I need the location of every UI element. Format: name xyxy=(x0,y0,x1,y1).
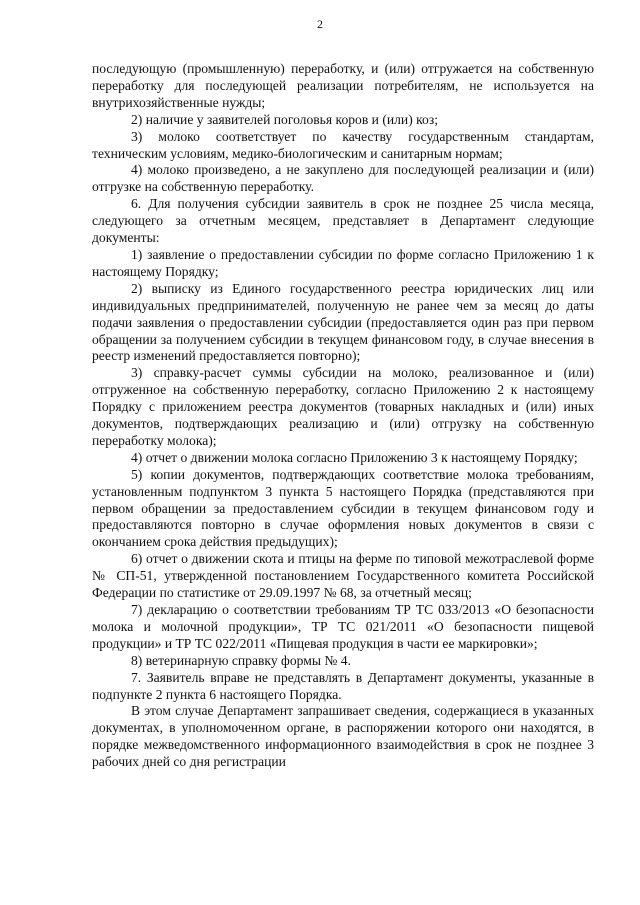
paragraph-item-6-2: 2) выписку из Единого государственного реестра юридических лиц или индивидуальных предпринимателей, полученную не ранее чем за месяц до даты подачи заявления о предоставлении субсидии (предоставляется один раз при первом обращении за получением субсидии в текущем финансовом году, в случае внесения в реестр изменений предоставляется повторно); xyxy=(92,280,594,364)
paragraph-item-5-4: 4) молоко произведено, а не закуплено для последующей реализации и (или) отгрузке на собственную переработку. xyxy=(92,162,594,195)
paragraph-section-7: 7. Заявитель вправе не представлять в Департамент документы, указанные в подпункте 2 пункта 6 настоящего Порядка. xyxy=(92,669,594,702)
paragraph-item-6-3: 3) справку-расчет суммы субсидии на молоко, реализованное и (или) отгруженное на собственную переработку, согласно Приложению 2 к настоящему Порядку с приложением реестра документов (товарных накладных и (или) иных документов, подтверждающих реализацию и (или) отгрузку на собственную переработку молока); xyxy=(92,365,594,448)
paragraph-item-5-3: 3) молоко соответствует по качеству государственным стандартам, техническим условиям, медико-биологическим и санитарным нормам; xyxy=(92,128,594,161)
paragraph-item-6-4: 4) отчет о движении молока согласно Приложению 3 к настоящему Порядку; xyxy=(131,449,578,465)
paragraph-section-6: 6. Для получения субсидии заявитель в срок не позднее 25 числа месяца, следующего за отчетным месяцем, представляет в Департамент следующие документы: xyxy=(92,196,594,246)
paragraph-continuation: последующую (промышленную) переработку, и (или) отгружается на собственную переработку для последующей реализации потребителям, не используется на внутрихозяйственные нужды; xyxy=(92,61,594,110)
document-body xyxy=(92,61,594,771)
paragraph-item-6-7: 7) декларацию о соответствии требованиям ТР ТС 033/2013 «О безопасности молока и молочной продукции», ТР ТС 021/2011 «О безопасности пищевой продукции» и ТР ТС 022/2011 «Пищевая продукция в части ее маркировки»; xyxy=(92,602,594,651)
paragraph-section-7-detail: В этом случае Департамент запрашивает сведения, содержащиеся в указанных документах, в уполномоченном органе, в распоряжении которого они находятся, в порядке межведомственного информационного взаимодействия в срок не позднее 3 рабочих дней со дня регистрации xyxy=(92,703,594,770)
paragraph-item-6-8: 8) ветеринарную справку формы № 4. xyxy=(131,652,351,668)
paragraph-item-6-6: 6) отчет о движении скота и птицы на ферме по типовой межотраслевой форме № СП-51, утвержденной постановлением Государственного комитета Российской Федерации по статистике от 29.09.1997 № 68, за отчетный месяц; xyxy=(92,551,594,601)
paragraph-item-6-1: 1) заявление о предоставлении субсидии по форме согласно Приложению 1 к настоящему Порядку; xyxy=(92,246,594,279)
page-number: 2 xyxy=(317,17,323,31)
paragraph-item-6-5: 5) копии документов, подтверждающих соответствие молока требованиям, установленным подпунктом 3 пункта 5 настоящего Порядка (представляются при первом обращении за предоставлением субсидии в текущем финансовом году и предоставляются повторно в случае оформления новых документов в связи с окончанием срока действия предыдущих); xyxy=(92,466,594,550)
paragraph-item-5-2: 2) наличие у заявителей поголовья коров и (или) коз; xyxy=(131,111,438,127)
